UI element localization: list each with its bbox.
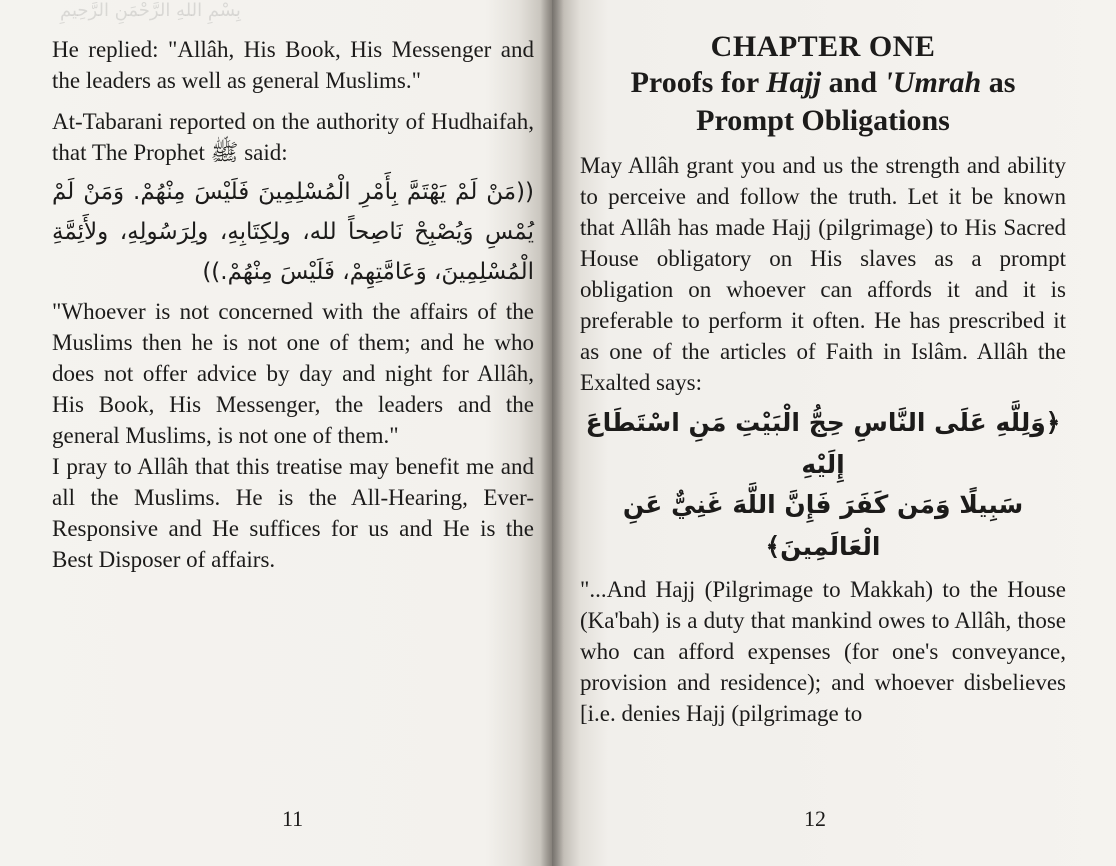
page-number-left: 11	[282, 806, 304, 831]
right-paragraph-intro: May Allâh grant you and us the strength and ability to perceive and follow the truth. Let it be known that Allâh has made Hajj (pilgrimage) to His Sacred House obligatory on His slaves as a prompt obligation on whoever can affords it and it is preferable to perform it often. He has prescribed it as one of the articles of Faith in Islâm. Allâh the Exalted says:	[580, 153, 1066, 395]
left-page	[0, 0, 552, 866]
page-number-right: 12	[804, 806, 826, 831]
chapter-title-line1: Proofs for Hajj and 'Umrah as	[630, 66, 1016, 99]
chapter-heading	[580, 30, 1066, 140]
quran-verse-line1: ﴿وَلِلَّهِ عَلَى النَّاسِ حِجُّ الْبَيْتِ مَنِ اسْتَطَاعَ إِلَيْهِ	[585, 408, 1061, 479]
bleed-through-arabic: بِسْمِ اللهِ الرَّحْمَنِ الرَّحِيمِ	[60, 0, 241, 21]
chapter-title-line2: Prompt Obligations	[696, 104, 950, 137]
quran-verse-line2: سَبِيلًا وَمَن كَفَرَ فَإِنَّ اللَّهَ غَنِيٌّ عَنِ الْعَالَمِينَ﴾	[622, 490, 1024, 561]
right-page	[552, 0, 1116, 866]
arabic-hadith: ((مَنْ لَمْ يَهْتَمَّ بِأَمْرِ الْمُسْلِمِينَ فَلَيْسَ مِنْهُمْ. وَمَنْ لَمْ يُمْسِ وَيُصْبِحْ نَاصِحاً لله، ولِكِتَابِهِ، ولِرَسُولِهِ، ولأَئِمَّةِ الْمُسْلِمِينَ، وَعَامَّتِهِمْ، فَلَيْسَ مِنْهُمْ.))	[52, 179, 534, 285]
closing-paragraph: I pray to Allâh that this treatise may benefit me and all the Muslims. He is the All-Hearing, Ever-Responsive and He suffices for us and He is the Best Disposer of affairs.	[52, 454, 534, 572]
left-paragraph-reply: He replied: "Allâh, His Book, His Messenger and the leaders as well as general Muslims."	[52, 37, 534, 93]
verse-translation: "...And Hajj (Pilgrimage to Makkah) to the House (Ka'bah) is a duty that mankind owes to Allâh, those who can afford expenses (for one's conveyance, provision and residence); and whoever disbelieves [i.e. denies Hajj (pilgrimage to	[580, 577, 1066, 726]
hadith-translation: "Whoever is not concerned with the affairs of the Muslims then he is not one of them; and he who does not offer advice by day and night for Allâh, His Book, His Messenger, the leaders and the general Muslims, is not one of them."	[52, 299, 534, 448]
chapter-label: CHAPTER ONE	[710, 30, 936, 63]
left-paragraph-tabarani: At-Tabarani reported on the authority of Hudhaifah, that The Prophet ﷺ said:	[52, 109, 534, 165]
